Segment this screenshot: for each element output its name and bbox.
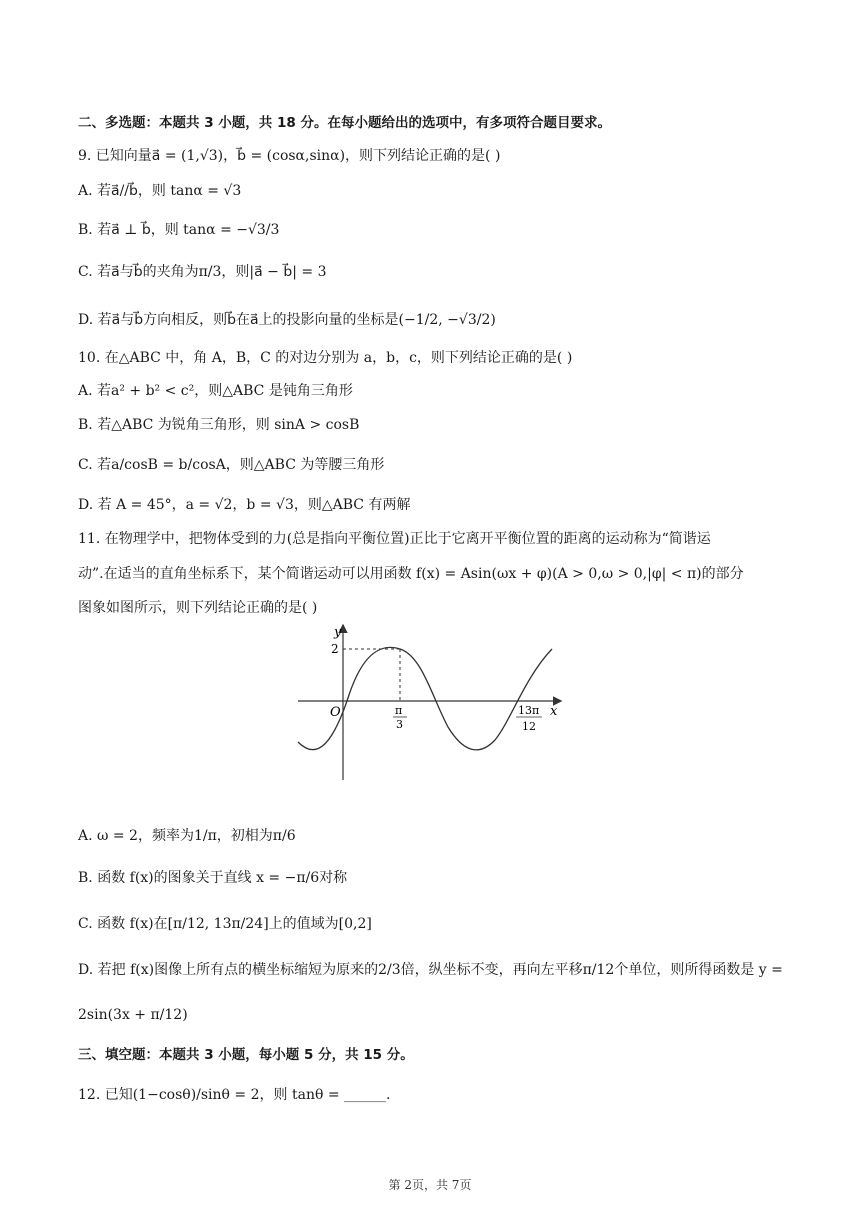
section3-heading: 三、填空题：本题共 3 小题，每小题 5 分，共 15 分。 <box>78 1047 414 1063</box>
q9-option-a: A. 若a⃗//b⃗，则 tanα = √3 <box>78 183 242 199</box>
sine-curve <box>298 647 552 749</box>
x-tick2-den: 12 <box>522 720 536 733</box>
q9-option-b: B. 若a⃗ ⊥ b⃗，则 tanα = −√3/3 <box>78 222 280 238</box>
q10-option-d: D. 若 A = 45°，a = √2，b = √3，则△ABC 有两解 <box>78 497 411 513</box>
q11-stem-line3: 图象如图所示，则下列结论正确的是( ) <box>78 600 318 616</box>
q9-stem: 9. 已知向量a⃗ = (1,√3)，b⃗ = (cosα,sinα)，则下列结论正确的是( ) <box>78 148 501 164</box>
q10-option-c: C. 若a/cosB = b/cosA，则△ABC 为等腰三角形 <box>78 457 385 473</box>
section2-heading: 二、多选题：本题共 3 小题，共 18 分。在每小题给出的选项中，有多项符合题目要求。 <box>78 115 611 131</box>
q11-option-c: C. 函数 f(x)在[π/12, 13π/24]上的值域为[0,2] <box>78 916 372 932</box>
origin-label: O <box>330 705 341 720</box>
x-tick1-den: 3 <box>396 718 403 731</box>
q12-stem: 12. 已知(1−cosθ)/sinθ = 2，则 tanθ = ______. <box>78 1087 391 1103</box>
sine-graph <box>290 622 570 782</box>
q10-stem: 10. 在△ABC 中，角 A，B，C 的对边分别为 a，b，c，则下列结论正确的是( ) <box>78 350 573 366</box>
y-axis-label: y <box>334 625 342 640</box>
q11-stem-line2: 动”.在适当的直角坐标系下，某个简谐运动可以用函数 f(x) = Asin(ωx + φ)(A > 0,ω > 0,|φ| < π)的部分 <box>78 566 744 582</box>
x-axis-label: x <box>550 704 558 719</box>
q10-option-b: B. 若△ABC 为锐角三角形，则 sinA > cosB <box>78 417 360 433</box>
q11-option-d: D. 若把 f(x)图像上所有点的横坐标缩短为原来的2/3倍，纵坐标不变，再向左平移π/12个单位，则所得函数是 y = <box>78 962 783 978</box>
q9-option-d: D. 若a⃗与b⃗方向相反，则b⃗在a⃗上的投影向量的坐标是(−1/2, −√3/2) <box>78 312 496 328</box>
q10-option-a: A. 若a² + b² < c²，则△ABC 是钝角三角形 <box>78 383 353 399</box>
q11-stem-line1: 11. 在物理学中，把物体受到的力(总是指向平衡位置)正比于它离开平衡位置的距离的运动称为“简谐运 <box>78 531 711 547</box>
page-footer: 第 2页，共 7页 <box>388 1178 472 1192</box>
q9-option-c: C. 若a⃗与b⃗的夹角为π/3，则|a⃗ − b⃗| = 3 <box>78 264 327 280</box>
q11-option-a: A. ω = 2，频率为1/π，初相为π/6 <box>78 828 296 844</box>
y-tick-label: 2 <box>331 642 339 656</box>
x-tick2-num: 13π <box>518 704 540 717</box>
q11-option-d-continued: 2sin(3x + π/12) <box>78 1007 188 1023</box>
x-tick1-num: π <box>395 704 403 717</box>
q11-option-b: B. 函数 f(x)的图象关于直线 x = −π/6对称 <box>78 870 348 886</box>
